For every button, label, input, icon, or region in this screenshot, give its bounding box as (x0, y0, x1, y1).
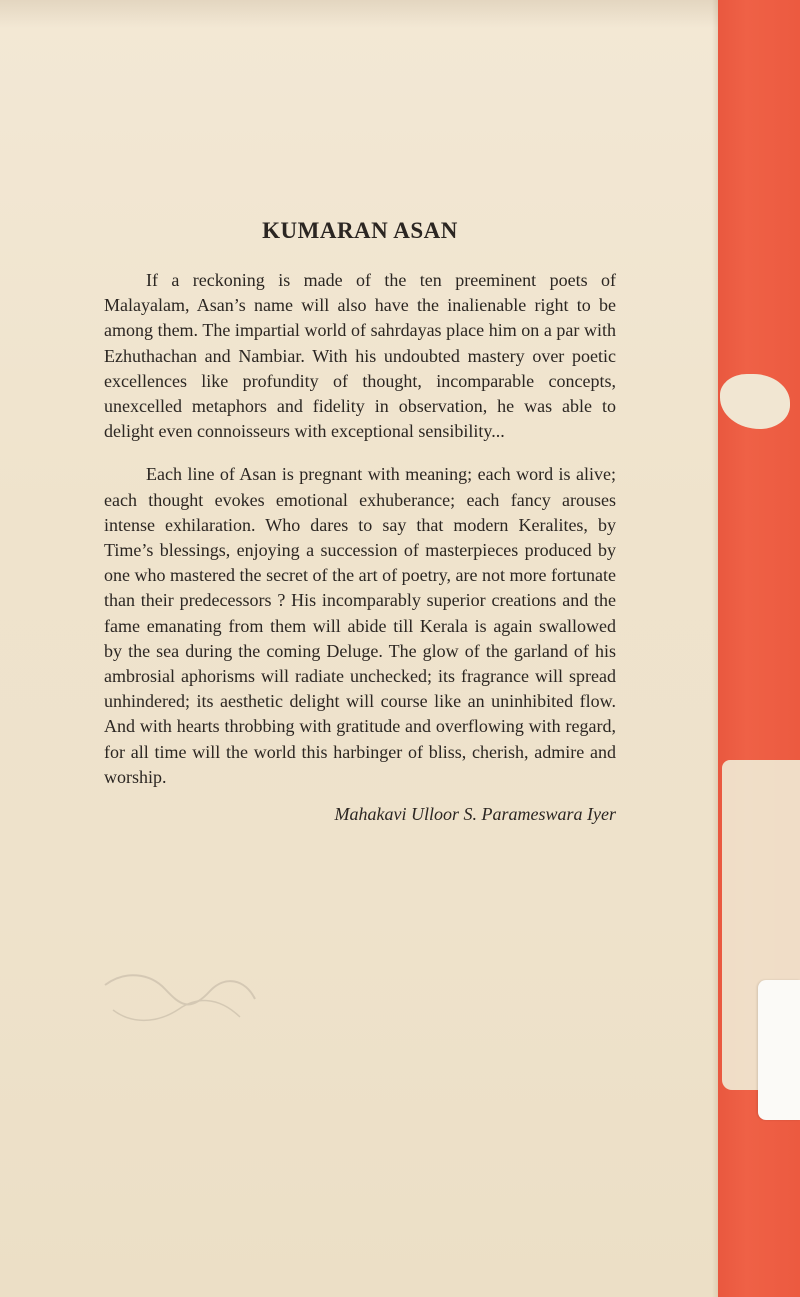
label-sticker (758, 980, 800, 1120)
paper-stain (0, 0, 720, 28)
pencil-scribble (95, 965, 265, 1035)
author-title: KUMARAN ASAN (262, 218, 458, 243)
cover-text-block (104, 218, 616, 825)
signature: Mahakavi Ulloor S. Parameswara Iyer (334, 804, 616, 825)
tribute-paragraph-1: If a reckoning is made of the ten preeminent poets of Malayalam, Asan’s name will also have the inalienable right to be among them. The impartial world of sahrdayas place him on a par with Ezhuthachan and Nambiar. With his undoubted mastery over poetic excellences like profundity of thought, incomparable concepts, unexcelled metaphors and fidelity in observation, he was able to delight even connoisseurs with exceptional sensibility... (104, 270, 616, 442)
tribute-paragraph-2: Each line of Asan is pregnant with meaning; each word is alive; each thought evokes emotional exhuberance; each fancy arouses intense exhilaration. Who dares to say that modern Keralites, by Time’s blessings, enjoying a succession of masterpieces produced by one who mastered the secret of the art of poetry, are not more fortunate than their predecessors ? His incomparably superior creations and the fame emanating from them will abide till Kerala is again swallowed by the sea during the coming Deluge. The glow of the garland of his ambrosial aphorisms will radiate unchecked; its fragrance will spread unhindered; its aesthetic delight will course like an uninhibited flow. And with hearts throbbing with gratitude and overflowing with regard, for all time will the world this harbinger of bliss, cherish, admire and worship. (104, 464, 616, 787)
